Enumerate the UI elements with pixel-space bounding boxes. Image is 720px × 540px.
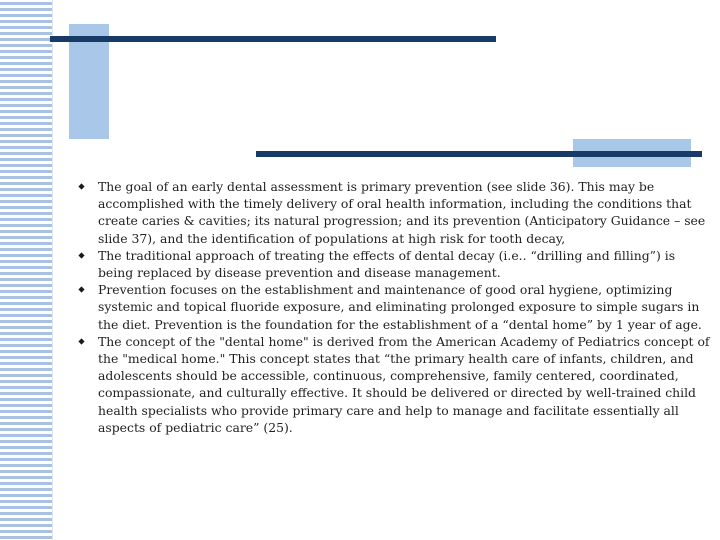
- diamond-bullet-icon: [74, 178, 88, 195]
- bullet-item: [74, 333, 714, 436]
- bullet-item: [74, 247, 714, 281]
- bullet-item: [74, 281, 714, 333]
- left-stripe-border: [0, 0, 53, 540]
- bullet-text: The goal of an early dental assessment is primary prevention (see slide 36). This may be accomplished with the timely delivery of oral health information, including the conditions that create caries & cavities; its natural progression; and its prevention (Anticipatory Guidance – see slide 37), and the identification of populations at high risk for tooth decay,: [98, 179, 706, 246]
- decorative-bar-top: [50, 36, 496, 42]
- diamond-bullet-icon: [74, 281, 88, 298]
- decorative-bar-middle: [256, 151, 702, 157]
- diamond-bullet-icon: [74, 333, 88, 350]
- diamond-bullet-icon: [74, 247, 88, 264]
- bullet-text: The traditional approach of treating the effects of dental decay (i.e.. “drilling and filling”) is being replaced by disease prevention and disease management.: [98, 247, 676, 281]
- slide-body: [74, 178, 714, 436]
- bullet-item: [74, 178, 714, 247]
- bullet-text: Prevention focuses on the establishment and maintenance of good oral hygiene, optimizing systemic and topical fluoride exposure, and eliminating prolonged exposure to simple sugars in the diet. Prevention is the foundation for the establishment of a “dental home” by 1 year of age.: [98, 282, 702, 332]
- bullet-text: The concept of the "dental home" is derived from the American Academy of Pediatrics concept of the "medical home." This concept states that “the primary health care of infants, children, and adolescents should be accessible, continuous, comprehensive, family centered, coordinated, compassionate, and culturally effective. It should be delivered or directed by well-trained child health specialists who provide primary care and help to manage and facilitate essentially all aspects of pediatric care” (25).: [98, 333, 710, 435]
